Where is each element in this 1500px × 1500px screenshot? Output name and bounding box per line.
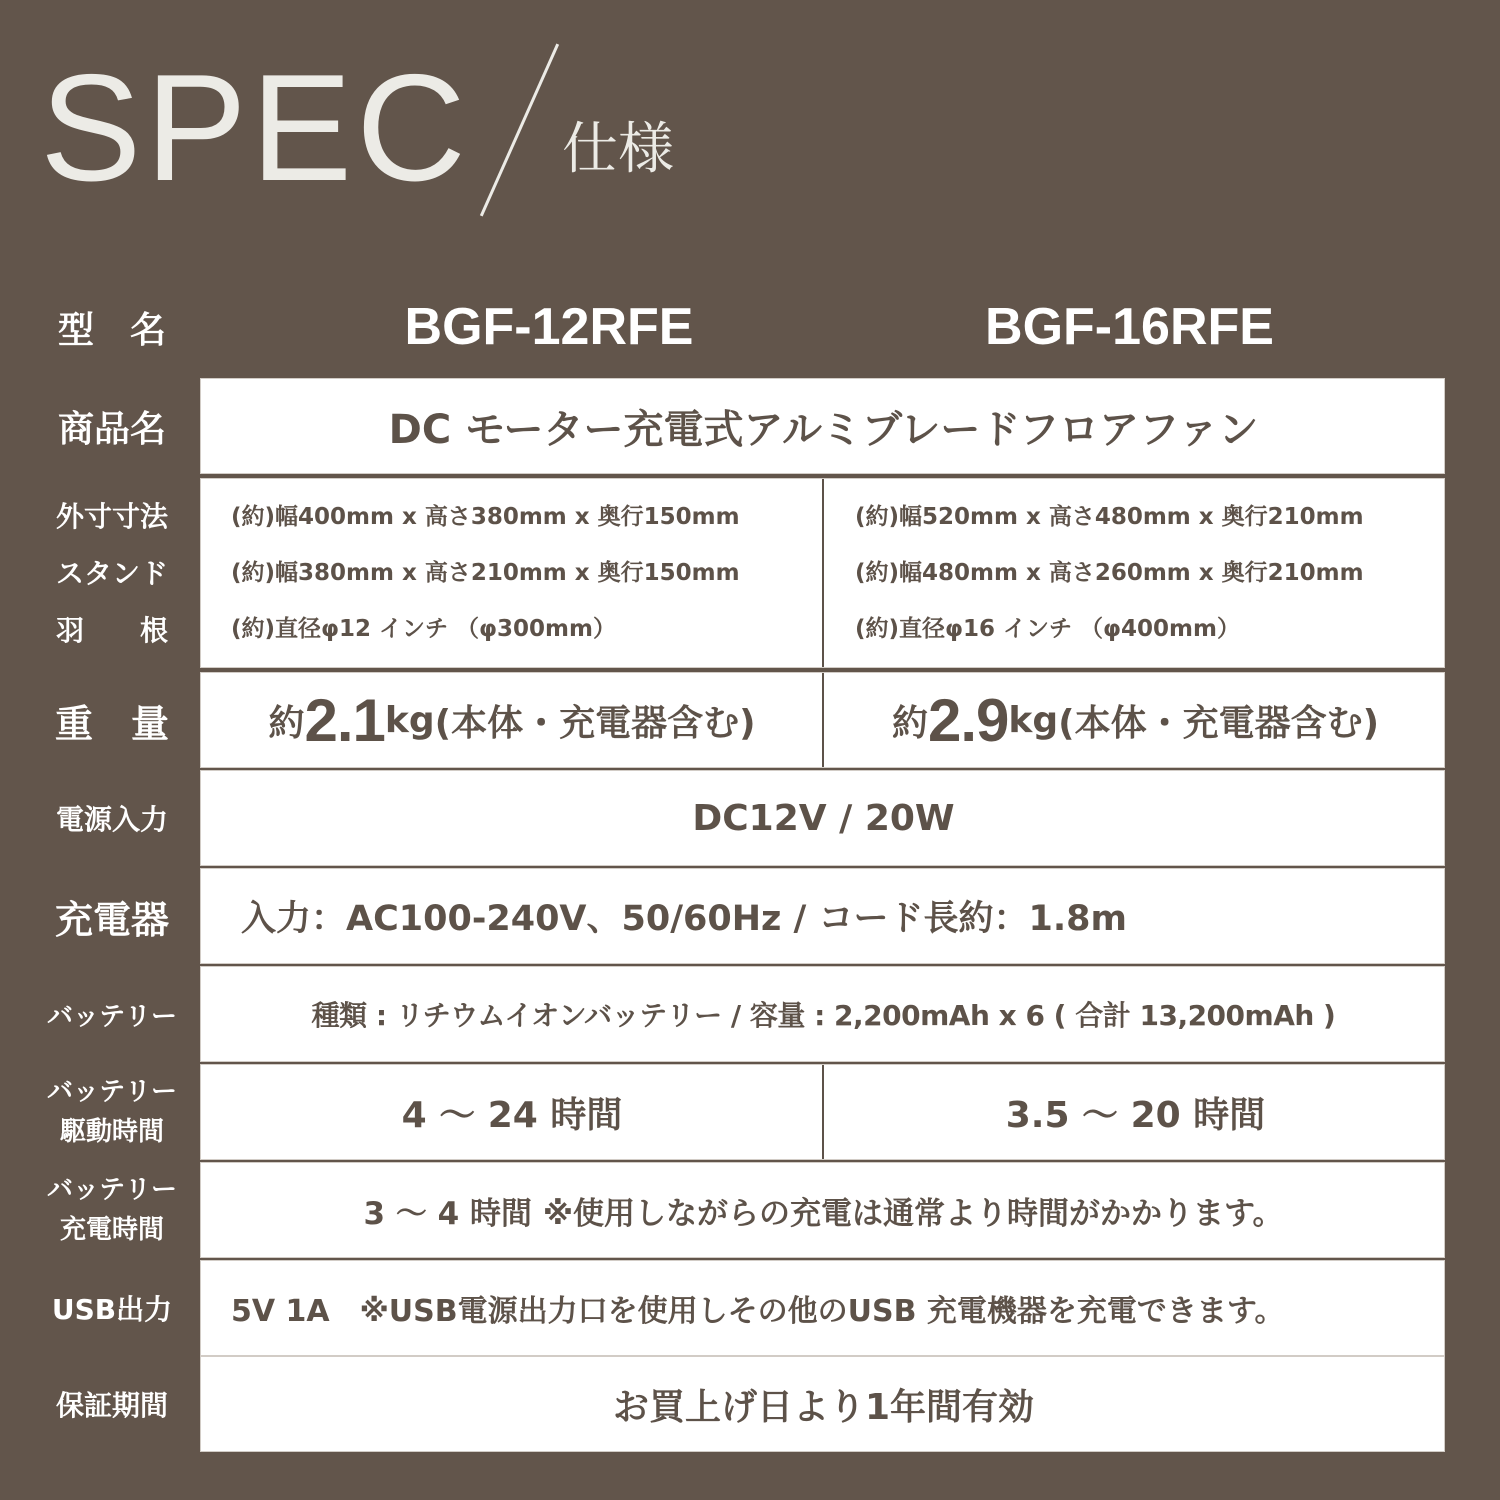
runtime-12rfe: 4 ～ 24 時間	[401, 1094, 623, 1136]
usb-row	[200, 1260, 1445, 1356]
label-battery: バッテリー	[46, 1001, 177, 1032]
power-row	[200, 770, 1445, 866]
spec-heading	[0, 0, 1500, 250]
label-charger: 充電器	[54, 897, 169, 942]
label-dims	[28, 478, 196, 668]
weight-16rfe-unit: kg	[1008, 699, 1059, 741]
weight-row	[200, 672, 1445, 768]
model-header-row	[200, 279, 1445, 375]
label-model: 型 名	[57, 309, 166, 351]
product-name: DC モーター充電式アルミブレードフロアファン	[388, 406, 1259, 453]
model-name-16rfe: BGF-16RFE	[985, 298, 1274, 356]
label-dims-outer: 外寸寸法	[55, 499, 168, 533]
dims-12rfe-outer: (約)幅400mm x 高さ380mm x 奥行150mm	[231, 504, 740, 530]
weight-16rfe-note: (本体・充電器含む)	[1058, 702, 1380, 744]
warranty-row	[200, 1356, 1445, 1452]
dims-12rfe-stand: (約)幅380mm x 高さ210mm x 奥行150mm	[231, 560, 740, 586]
weight-12rfe-unit: kg	[384, 699, 435, 741]
runtime-row	[200, 1064, 1445, 1160]
battery-row	[200, 966, 1445, 1062]
label-runtime-line2: 駆動時間	[59, 1117, 164, 1147]
charger-row	[200, 868, 1445, 964]
weight-12rfe-note: (本体・充電器含む)	[434, 702, 756, 744]
heading-slash-divider	[480, 44, 559, 217]
label-usb: USB出力	[51, 1293, 173, 1326]
charger-value: 入力：AC100-240V、50/60Hz / コード長約：1.8m	[241, 899, 1127, 939]
label-runtime	[28, 1064, 196, 1160]
charge-time-value: 3 ～ 4 時間 ※使用しながらの充電は通常より時間がかかります。	[363, 1195, 1284, 1232]
label-dims-blade: 羽 根	[55, 613, 168, 647]
weight-16rfe-value: 2.9	[927, 686, 1009, 754]
model-name-12rfe: BGF-12RFE	[404, 298, 694, 356]
label-dims-stand: スタンド	[55, 556, 168, 590]
battery-value: 種類 : リチウムイオンバッテリー / 容量 : 2,200mAh x 6 ( 合計 13,200mAh )	[311, 999, 1336, 1032]
weight-12rfe-value: 2.1	[304, 686, 385, 754]
runtime-16rfe: 3.5 ～ 20 時間	[1005, 1094, 1266, 1136]
weight-16rfe-prefix: 約	[891, 702, 928, 744]
dims-row	[200, 478, 1445, 668]
label-charge-time	[28, 1162, 196, 1258]
charge-time-row	[200, 1162, 1445, 1258]
column-divider	[822, 673, 824, 767]
label-power: 電源入力	[55, 803, 168, 836]
heading-title: SPEC	[40, 43, 470, 213]
label-runtime-line1: バッテリー	[46, 1077, 177, 1107]
label-charge-line2: 充電時間	[59, 1215, 164, 1245]
weight-12rfe	[201, 673, 823, 767]
column-divider	[822, 479, 824, 667]
weight-12rfe-prefix: 約	[268, 702, 305, 744]
label-weight: 重 量	[54, 701, 169, 746]
label-charge-line1: バッテリー	[46, 1175, 177, 1205]
dims-12rfe	[201, 479, 823, 667]
warranty-value: お買上げ日より1年間有効	[612, 1386, 1035, 1428]
column-divider	[822, 1065, 824, 1159]
label-warranty: 保証期間	[55, 1389, 168, 1422]
dims-16rfe	[825, 479, 1446, 667]
heading-subtitle: 仕様	[562, 117, 674, 182]
label-product: 商品名	[57, 408, 166, 450]
product-row	[200, 378, 1445, 474]
dims-12rfe-blade: (約)直径φ12 インチ （φ300mm）	[231, 616, 616, 642]
weight-16rfe	[825, 673, 1446, 767]
dims-16rfe-outer: (約)幅520mm x 高さ480mm x 奥行210mm	[855, 504, 1364, 530]
power-value: DC12V / 20W	[692, 797, 955, 839]
usb-value: 5V 1A ※USB電源出力口を使用しその他のUSB 充電機器を充電できます。	[231, 1294, 1285, 1329]
dims-16rfe-blade: (約)直径φ16 インチ （φ400mm）	[855, 616, 1240, 642]
dims-16rfe-stand: (約)幅480mm x 高さ260mm x 奥行210mm	[855, 560, 1364, 586]
